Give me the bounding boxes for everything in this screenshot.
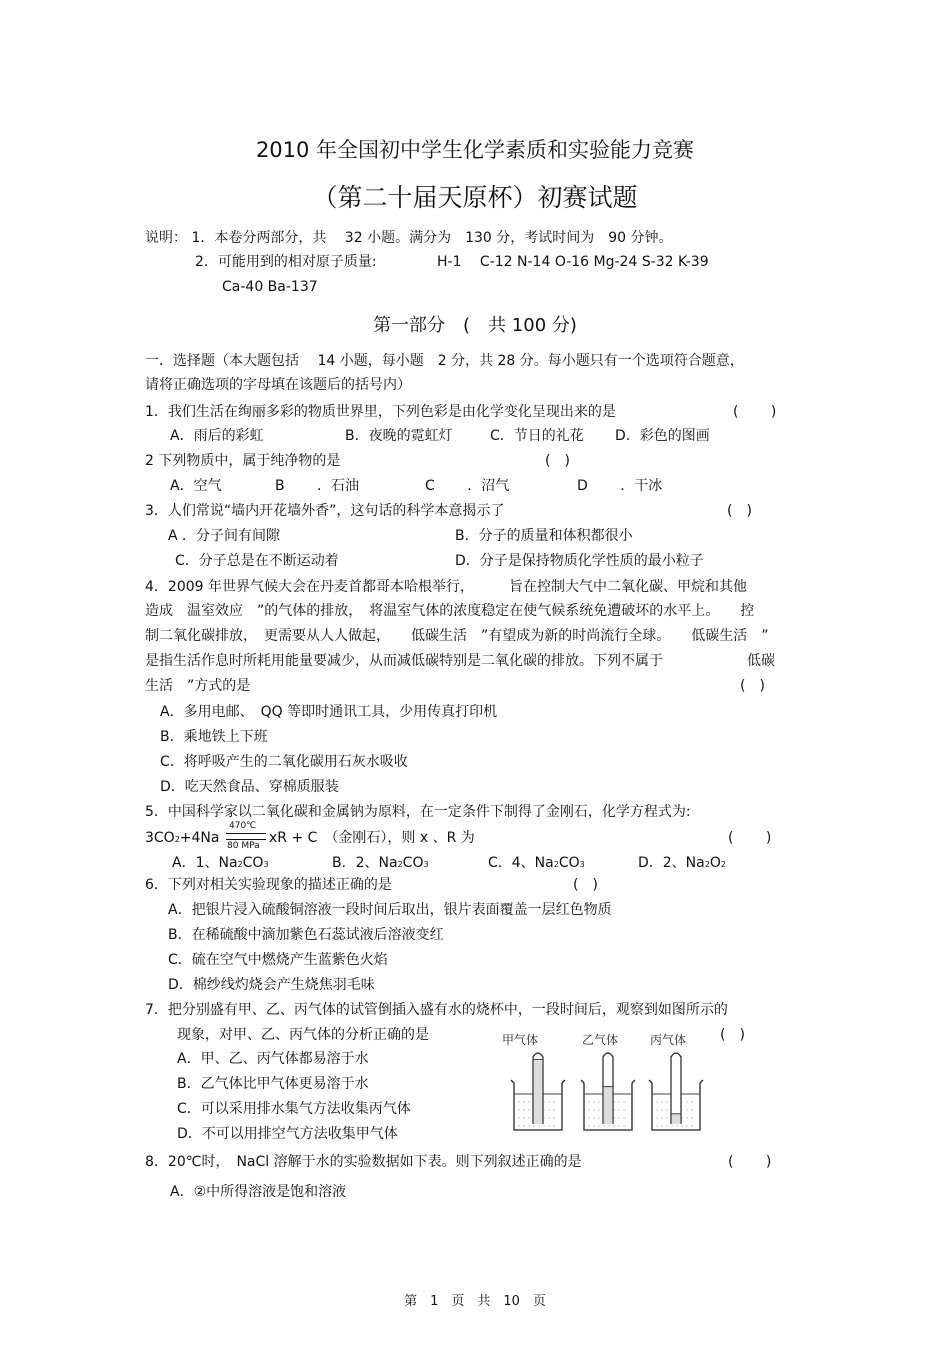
- q3-option-b: B．分子的质量和体积都很小: [455, 528, 633, 544]
- q2-answer-blank[interactable]: ( ): [545, 453, 570, 469]
- tube-water-3: [672, 1114, 680, 1124]
- q5-equation-arrow: [226, 833, 266, 840]
- section-instruction-2: 请将正确选项的字母填在该题后的括号内）: [145, 377, 411, 393]
- q5-option-a: A．1、Na2CO3: [172, 855, 269, 871]
- q5-option-d: D．2、Na2O2: [638, 855, 726, 871]
- q3-option-c: C．分子总是在不断运动着: [175, 553, 339, 569]
- tube-water-2: [604, 1087, 612, 1124]
- q6-option-c: C．硫在空气中燃烧产生蓝紫色火焰: [168, 952, 388, 968]
- q4-stem-line2: 造成 温室效应 ”的气体的排放， 将温室气体的浓度稳定在使气候系统免遭破坏的水平上。 控: [145, 603, 755, 619]
- part-heading: 第一部分 ( 共 100 分): [373, 315, 577, 336]
- page-title: 2010 年全国初中学生化学素质和实验能力竞赛: [255, 138, 695, 162]
- q7-gas-tubes-figure: [500, 1030, 705, 1138]
- q2-option-b: B ．石油: [275, 478, 360, 494]
- notes-line2-label: 2．可能用到的相对原子质量:: [195, 254, 377, 270]
- q6-option-a: A．把银片浸入硫酸铜溶液一段时间后取出，银片表面覆盖一层红色物质: [168, 902, 612, 918]
- q5-option-b: B．2、Na2CO3: [332, 855, 429, 871]
- q8-option-a: A．②中所得溶液是饱和溶液: [170, 1184, 347, 1200]
- q3-answer-blank[interactable]: ( ): [727, 503, 752, 519]
- q5-stem: 5．中国科学家以二氧化碳和金属钠为原料，在一定条件下制得了金刚石，化学方程式为:: [145, 804, 691, 820]
- q6-option-d: D．棉纱线灼烧会产生烧焦羽毛味: [168, 977, 375, 993]
- q7-answer-blank[interactable]: ( ): [720, 1027, 745, 1043]
- notes-line1: 说明： 1．本卷分两部分，共 32 小题。满分为 130 分，考试时间为 90 分钟。: [145, 230, 673, 246]
- q4-option-c: C．将呼吸产生的二氧化碳用石灰水吸收: [160, 754, 408, 770]
- q5-condition-temperature: 470℃: [229, 821, 257, 831]
- q6-option-b: B．在稀硫酸中滴加紫色石蕊试液后溶液变红: [168, 927, 444, 943]
- notes-line2-masses: H-1 C-12 N-14 O-16 Mg-24 S-32 K-39: [437, 254, 709, 270]
- q2-stem: 2 下列物质中，属于纯净物的是: [145, 453, 341, 469]
- q2-option-a: A．空气: [170, 478, 222, 494]
- q8-answer-blank[interactable]: ( ): [728, 1154, 772, 1170]
- test-tube-3: [671, 1053, 681, 1124]
- q2-option-c: C ．沼气: [425, 478, 510, 494]
- q3-stem: 3．人们常说“墙内开花墙外香”，这句话的科学本意揭示了: [145, 503, 505, 519]
- page-footer: 第 1 页 共 10 页: [404, 1294, 546, 1309]
- q6-stem: 6．下列对相关实验现象的描述正确的是: [145, 877, 392, 893]
- q5-equation-lhs: 3CO2+4Na: [145, 830, 220, 846]
- section-instruction-1: 一．选择题（本大题包括 14 小题，每小题 2 分，共 28 分。每小题只有一个选项符合题意，: [145, 353, 744, 369]
- q4-stem-line3: 制二氧化碳排放， 更需要从人人做起， 低碳生活 ”有望成为新的时尚流行全球。 低碳生活 ”: [145, 628, 769, 644]
- q5-option-c: C．4、Na2CO3: [488, 855, 585, 871]
- q5-answer-blank[interactable]: ( ): [728, 830, 772, 846]
- q7-option-a: A．甲、乙、丙气体都易溶于水: [177, 1051, 369, 1067]
- q7-option-b: B．乙气体比甲气体更易溶于水: [177, 1076, 369, 1092]
- q7-option-c: C．可以采用排水集气方法收集丙气体: [177, 1101, 411, 1117]
- q7-stem-line2: 现象，对甲、乙、丙气体的分析正确的是: [177, 1027, 429, 1043]
- tube-water-1: [534, 1059, 542, 1124]
- q8-stem: 8．20℃时， NaCl 溶解于水的实验数据如下表。则下列叙述正确的是: [145, 1154, 582, 1170]
- gas-label-2: 乙气体: [582, 1033, 619, 1047]
- q4-option-d: D．吃天然食品、穿棉质服装: [160, 779, 339, 795]
- q4-stem-line1: 4．2009 年世界气候大会在丹麦首都哥本哈根举行， 旨在控制大气中二氧化碳、甲烷和其他: [145, 579, 747, 595]
- q3-option-a: A ．分子间有间隙: [168, 528, 281, 544]
- q1-option-a: A．雨后的彩虹: [170, 428, 264, 444]
- q4-stem-line4: 是指生活作息时所耗用能量要减少，从而减低碳特别是二氧化碳的排放。下列不属于 低碳: [145, 653, 775, 669]
- q7-stem-line1: 7．把分别盛有甲、乙、丙气体的试管倒插入盛有水的烧杯中，一段时间后，观察到如图所示的: [145, 1002, 728, 1018]
- q3-option-d: D．分子是保持物质化学性质的最小粒子: [455, 553, 704, 569]
- q4-option-b: B．乘地铁上下班: [160, 729, 268, 745]
- gas-label-1: 甲气体: [502, 1033, 539, 1047]
- q4-stem-line5: 生活 ”方式的是: [145, 678, 251, 694]
- q6-answer-blank[interactable]: ( ): [573, 877, 598, 893]
- notes-line3: Ca-40 Ba-137: [222, 279, 318, 295]
- q7-option-d: D．不可以用排空气方法收集甲气体: [177, 1126, 398, 1142]
- q1-option-b: B．夜晚的霓虹灯: [345, 428, 453, 444]
- q1-stem: 1．我们生活在绚丽多彩的物质世界里，下列色彩是由化学变化呈现出来的是: [145, 404, 616, 420]
- q2-option-d: D ．干冰: [577, 478, 663, 494]
- q1-option-c: C．节日的礼花: [490, 428, 584, 444]
- gas-label-3: 丙气体: [650, 1033, 687, 1047]
- q4-answer-blank[interactable]: ( ): [740, 678, 765, 694]
- q5-condition-pressure: 80 MPa: [227, 841, 260, 851]
- q1-answer-blank[interactable]: ( ): [733, 404, 777, 420]
- q5-equation-rhs: xR + C （金刚石），则 x 、R 为: [269, 830, 475, 846]
- q1-option-d: D．彩色的图画: [615, 428, 710, 444]
- page-subtitle: （第二十届天原杯）初赛试题: [312, 183, 638, 212]
- q4-option-a: A．多用电邮、 QQ 等即时通讯工具，少用传真打印机: [160, 704, 498, 720]
